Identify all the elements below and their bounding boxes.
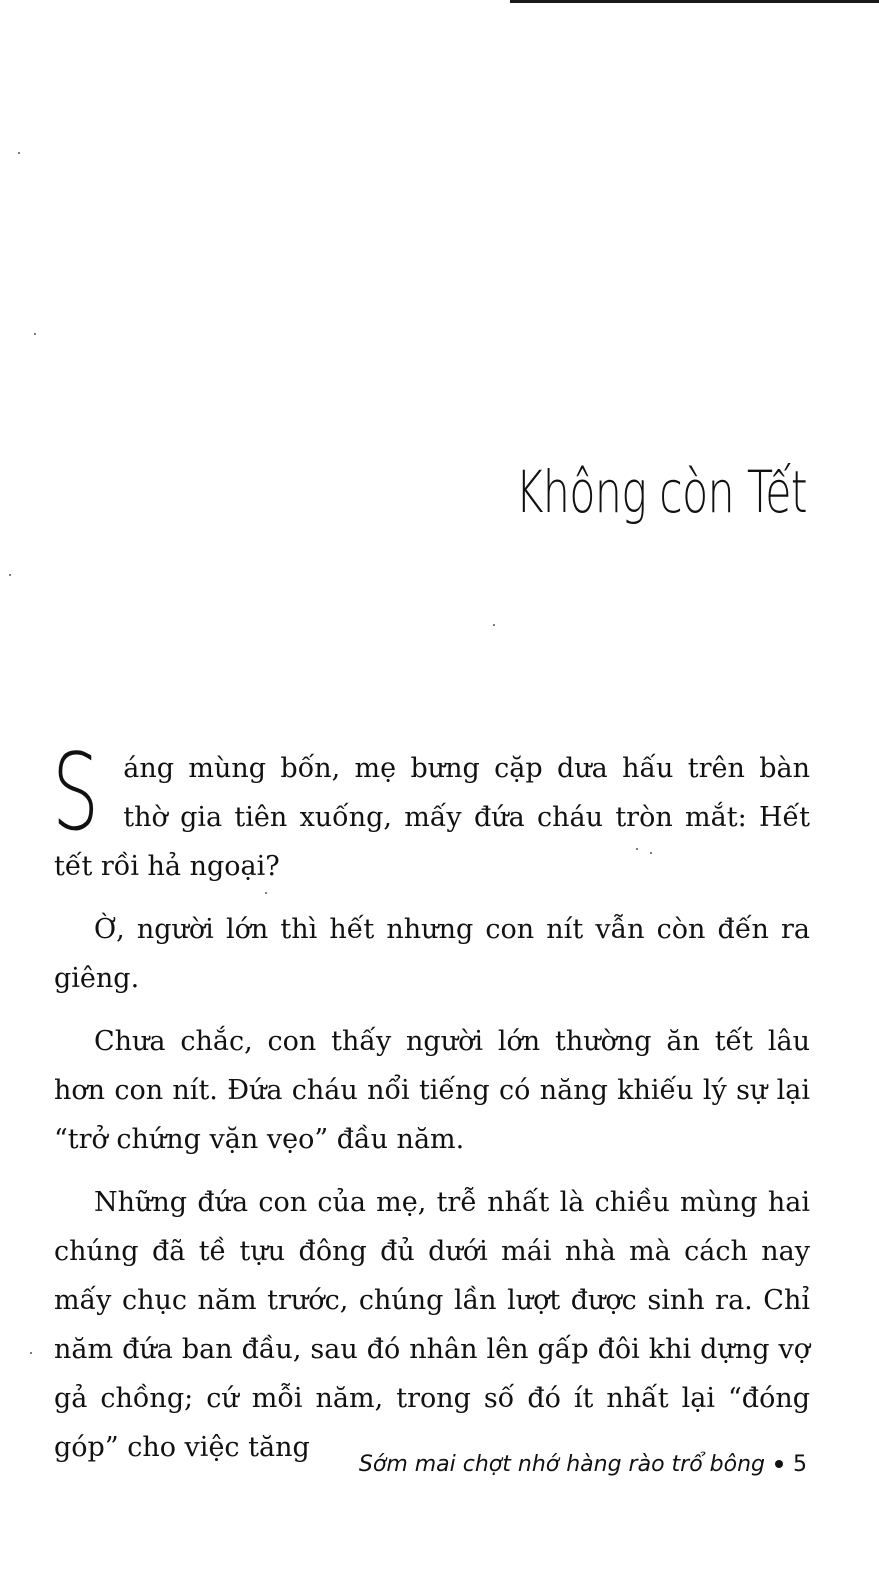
chapter-title: Không còn Tết	[515, 458, 807, 526]
body-text	[52, 731, 810, 1486]
paragraph-1-text: áng mùng bốn, mẹ bưng cặp dưa hấu trên bàn thờ gia tiên xuống, mấy đứa cháu tròn mắt: Hết tết rồi hả ngoại?	[54, 753, 810, 882]
paragraph-4: Những đứa con của mẹ, trễ nhất là chiều mùng hai chúng đã tề tựu đông đủ dưới mái nhà mà cách nay mấy chục năm trước, chúng lần lượt được sinh ra. Chỉ năm đứa ban đầu, sau đó nhân lên gấp đôi khi dựng vợ gả chồng; cứ mỗi năm, trong số đó ít nhất lại “đóng góp” cho việc tăng	[54, 1187, 810, 1463]
running-title: Sớm mai chợt nhớ hàng rào trổ bông	[358, 1452, 765, 1477]
page-footer	[359, 1452, 807, 1477]
top-rule	[510, 0, 879, 3]
page-number: 5	[793, 1452, 807, 1477]
bullet-separator	[775, 1460, 783, 1468]
paragraph-1	[52, 731, 810, 891]
paragraph-2: Ờ, người lớn thì hết nhưng con nít vẫn còn đến ra giêng.	[54, 914, 810, 994]
paragraph-3: Chưa chắc, con thấy người lớn thường ăn tết lâu hơn con nít. Đứa cháu nổi tiếng có năng khiếu lý sự lại “trở chứng vặn vẹo” đầu năm.	[54, 1026, 810, 1155]
drop-cap: S	[52, 731, 100, 854]
